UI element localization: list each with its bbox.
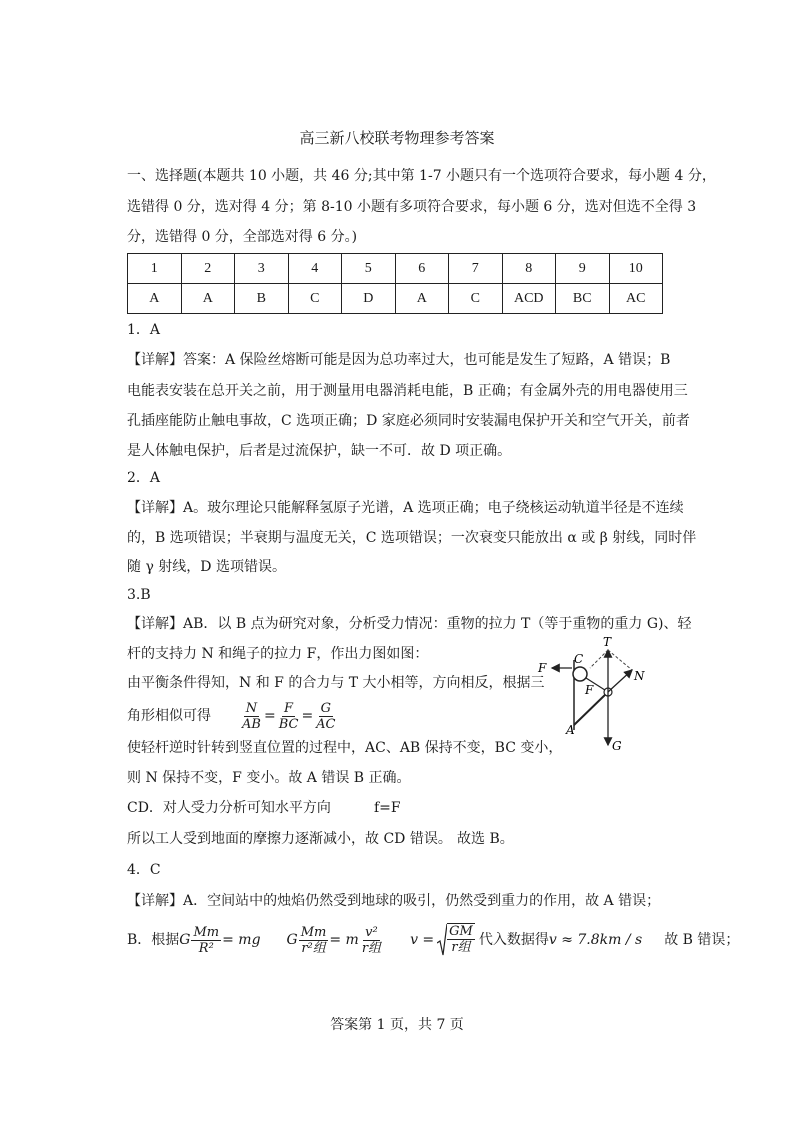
fraction-n-ab bbox=[240, 701, 263, 732]
table-cell: C bbox=[449, 284, 503, 314]
label-t: T bbox=[603, 635, 612, 649]
fraction-denominator: AB bbox=[242, 716, 261, 732]
table-cell: 8 bbox=[502, 254, 556, 284]
table-cell: BC bbox=[556, 284, 610, 314]
fraction-v2-r-orbit bbox=[360, 925, 383, 956]
q1-line: 是人体触电保护，后者是过流保护，缺一不可．故 D 项正确。 bbox=[127, 443, 512, 459]
fraction-numerator: N bbox=[245, 700, 258, 716]
table-cell: C bbox=[288, 284, 342, 314]
pulley-circle bbox=[573, 667, 587, 681]
q4-line: 【详解】A．空间站中的烛焰仍然受到地球的吸引，仍然受到重力的作用，故 A 错误； bbox=[127, 893, 661, 909]
fraction-gm-r-orbit bbox=[447, 923, 475, 957]
q3-line: 杆的支持力 N 和绳子的拉力 F，作出力图如图： bbox=[127, 646, 429, 662]
fraction-numerator: v² bbox=[365, 924, 378, 940]
q4-b-prefix: B．根据 bbox=[127, 932, 180, 948]
table-cell: 3 bbox=[235, 254, 289, 284]
table-cell: 7 bbox=[449, 254, 503, 284]
force-n-arrow bbox=[608, 670, 632, 692]
label-g: G bbox=[612, 739, 622, 753]
page-footer: 答案第 1 页，共 7 页 bbox=[330, 1017, 464, 1033]
q3-line: 所以工人受到地面的摩擦力逐渐减小，故 CD 错误。 bbox=[127, 831, 452, 847]
gravity-constant: G bbox=[286, 932, 298, 948]
q1-heading: 1．A bbox=[127, 322, 161, 338]
fraction-denominator: AC bbox=[316, 716, 336, 732]
q3-friction-equation: f=F bbox=[374, 800, 401, 816]
answer-table-answer-row bbox=[128, 284, 663, 314]
q4-heading: 4．C bbox=[127, 862, 161, 878]
section-intro-line: 选错得 0 分，选对得 4 分；第 8-10 小题有多项符合要求，每小题 6 分，选对但选不全得 3 bbox=[127, 199, 697, 215]
table-cell: 2 bbox=[181, 254, 235, 284]
equation-rhs: = mg bbox=[222, 932, 261, 948]
gravity-constant: G bbox=[179, 932, 191, 948]
sqrt-icon bbox=[437, 923, 447, 957]
answer-table bbox=[127, 253, 663, 314]
fraction-denominator: R² bbox=[198, 940, 214, 956]
q3-conclusion: 故选 B。 bbox=[457, 831, 514, 847]
table-cell: 5 bbox=[342, 254, 396, 284]
table-cell: A bbox=[395, 284, 449, 314]
velocity-lhs: v = bbox=[410, 932, 435, 948]
table-cell: D bbox=[342, 284, 396, 314]
label-f-rope: F bbox=[585, 683, 594, 697]
table-cell: 10 bbox=[609, 254, 663, 284]
dashed-line bbox=[590, 650, 608, 668]
fraction-numerator: GM bbox=[449, 924, 473, 939]
label-f: F bbox=[538, 661, 547, 675]
q3-line: CD．对人受力分析可知水平方向 bbox=[127, 800, 331, 816]
fraction-numerator: F bbox=[284, 700, 294, 716]
answer-table-number-row bbox=[128, 254, 663, 284]
fraction-denominator: BC bbox=[278, 716, 299, 732]
q3-equation-prefix: 角形相似可得 bbox=[127, 708, 211, 724]
table-cell: A bbox=[181, 284, 235, 314]
q2-heading: 2．A bbox=[127, 470, 161, 486]
dashed-line bbox=[608, 650, 632, 670]
fraction-numerator: Mm bbox=[193, 924, 220, 940]
equation-mid: = m bbox=[329, 932, 359, 948]
table-cell: 4 bbox=[288, 254, 342, 284]
table-cell: ACD bbox=[502, 284, 556, 314]
table-cell: 9 bbox=[556, 254, 610, 284]
label-c: C bbox=[574, 652, 584, 666]
fraction-f-bc bbox=[277, 701, 301, 732]
force-diagram bbox=[530, 630, 670, 760]
q1-line: 【详解】答案：A 保险丝熔断可能是因为总功率过大，也可能是发生了短路，A 错误；B bbox=[127, 352, 671, 368]
fraction-g-ac bbox=[314, 701, 337, 732]
q2-line: 随 γ 射线，D 选项错误。 bbox=[127, 559, 286, 575]
fraction-mm-r2 bbox=[191, 925, 221, 956]
q3-line: 则 N 保持不变，F 变小。故 A 错误 B 正确。 bbox=[127, 770, 411, 786]
q4-gravity-equations bbox=[127, 922, 739, 958]
label-n: N bbox=[634, 669, 645, 683]
label-a: A bbox=[566, 723, 575, 737]
equals-sign: = bbox=[301, 708, 314, 724]
q2-line: 的，B 选项错误；半衰期与温度无关，C 选项错误；一次衰变只能放出 α 或 β 射线，同时伴 bbox=[127, 530, 697, 546]
table-cell: B bbox=[235, 284, 289, 314]
fraction-denominator: r组 bbox=[451, 940, 471, 955]
section-intro-line: 一、选择题(本题共 10 小题，共 46 分;其中第 1-7 小题只有一个选项符合要求，每小题 4 分， bbox=[127, 168, 716, 184]
velocity-result: v ≈ 7.8km / s bbox=[548, 932, 643, 948]
q3-line: 由平衡条件得知，N 和 F 的合力与 T 大小相等，方向相反，根据三 bbox=[127, 675, 545, 691]
table-cell: AC bbox=[609, 284, 663, 314]
q3-similarity-equation bbox=[127, 698, 339, 734]
section-intro-line: 分，选错得 0 分，全部选对得 6 分。) bbox=[127, 229, 358, 245]
table-cell: 6 bbox=[395, 254, 449, 284]
q1-line: 孔插座能防止触电事故，C 选项正确；D 家庭必须同时安装漏电保护开关和空气开关，前者 bbox=[127, 413, 690, 429]
fraction-mm-r-orbit bbox=[299, 925, 329, 956]
fraction-numerator: G bbox=[320, 700, 332, 716]
q3-line: 使轻杆逆时针转到竖直位置的过程中，AC、AB 保持不变，BC 变小， bbox=[127, 740, 563, 756]
sqrt-sign bbox=[437, 923, 475, 957]
substitute-text: 代入数据得 bbox=[478, 932, 549, 948]
q4-b-conclusion: 故 B 错误； bbox=[664, 932, 740, 948]
equals-sign: = bbox=[263, 708, 276, 724]
fraction-denominator: r组 bbox=[361, 940, 382, 956]
q2-line: 【详解】A。玻尔理论只能解释氢原子光谱，A 选项正确；电子绕核运动轨道半径是不连续 bbox=[127, 500, 684, 516]
q3-heading: 3.B bbox=[127, 587, 151, 603]
page-title: 高三新八校联考物理参考答案 bbox=[299, 129, 495, 147]
q3-line: 【详解】AB．以 B 点为研究对象，分析受力情况：重物的拉力 T（等于重物的重力 G)、轻 bbox=[127, 616, 692, 632]
table-cell: 1 bbox=[128, 254, 182, 284]
fraction-denominator: r²组 bbox=[301, 940, 326, 956]
fraction-numerator: Mm bbox=[300, 924, 327, 940]
table-cell: A bbox=[128, 284, 182, 314]
q1-line: 电能表安装在总开关之前，用于测量用电器消耗电能，B 正确；有金属外壳的用电器使用三 bbox=[127, 383, 688, 399]
